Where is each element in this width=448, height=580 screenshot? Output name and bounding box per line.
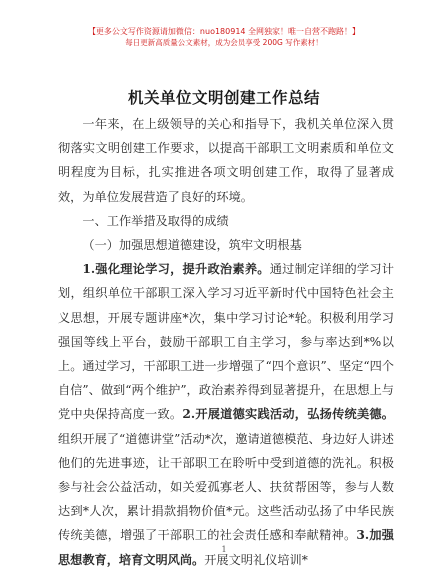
document-title: 机关单位文明创建工作总结 [127, 89, 320, 107]
item-3-lead: 3.加强思想教育，培育文明风尚。 [58, 528, 394, 567]
intro-paragraph: 一年来，在上级领导的关心和指导下，我机关单位深入贯彻落实文明创建工作要求，以提高干部职工文明素质和单位文明程度为目标，扎实推进各项文明创建工作，取得了显著成效，为单位发展营造了良好的环境。 [58, 117, 394, 204]
item-2-lead: 2.开展道德实践活动，弘扬传统美德。 [182, 407, 394, 422]
promo-banner [0, 26, 448, 48]
item-1-lead: 1.强化理论学习，提升政治素养。 [82, 262, 270, 277]
subsection-heading: （一）加强思想道德建设，筑牢文明根基 [82, 238, 302, 253]
promo-banner-line-2: 每日更新高质量公文素材，成为会员享受 200G 写作素材！ [125, 38, 323, 47]
document-body [58, 112, 394, 572]
item-2-text: 组织开展了“道德讲堂”活动*次，邀请道德模范、身边好人讲述他们的先进事迹，让干部职工在聆听中受到道德的洗礼。积极参与社会公益活动，如关爱孤寡老人、扶贫帮困等，参与人数达到*人次，累计捐款捐物价值*元。这些活动弘扬了中华民族传统美德，增强了干部职工的社会责任感和奉献精神。 [58, 431, 394, 543]
body-paragraph [58, 257, 394, 572]
page-number: 1 [221, 545, 227, 554]
item-3-text: 开展文明礼仪培训* [204, 552, 308, 567]
item-1-text: 通过制定详细的学习计划，组织单位干部职工深入学习习近平新时代中国特色社会主义思想，开展专题讲座*次，集中学习讨论*轮。积极利用学习强国等线上平台，鼓励干部职工自主学习，参与率达到*%以上。通过学习，干部职工进一步增强了“四个意识”、坚定“四个自信”、做到“两个维护”，政治素养得到显著提升，在思想上与党中央保持高度一致。 [58, 262, 394, 422]
section-heading: 一、工作举措及取得的成绩 [82, 213, 229, 228]
promo-banner-line-1: 【更多公文写作资源请加微信：nuo180914 全网独家！唯一自营不跑路！】 [87, 27, 361, 36]
